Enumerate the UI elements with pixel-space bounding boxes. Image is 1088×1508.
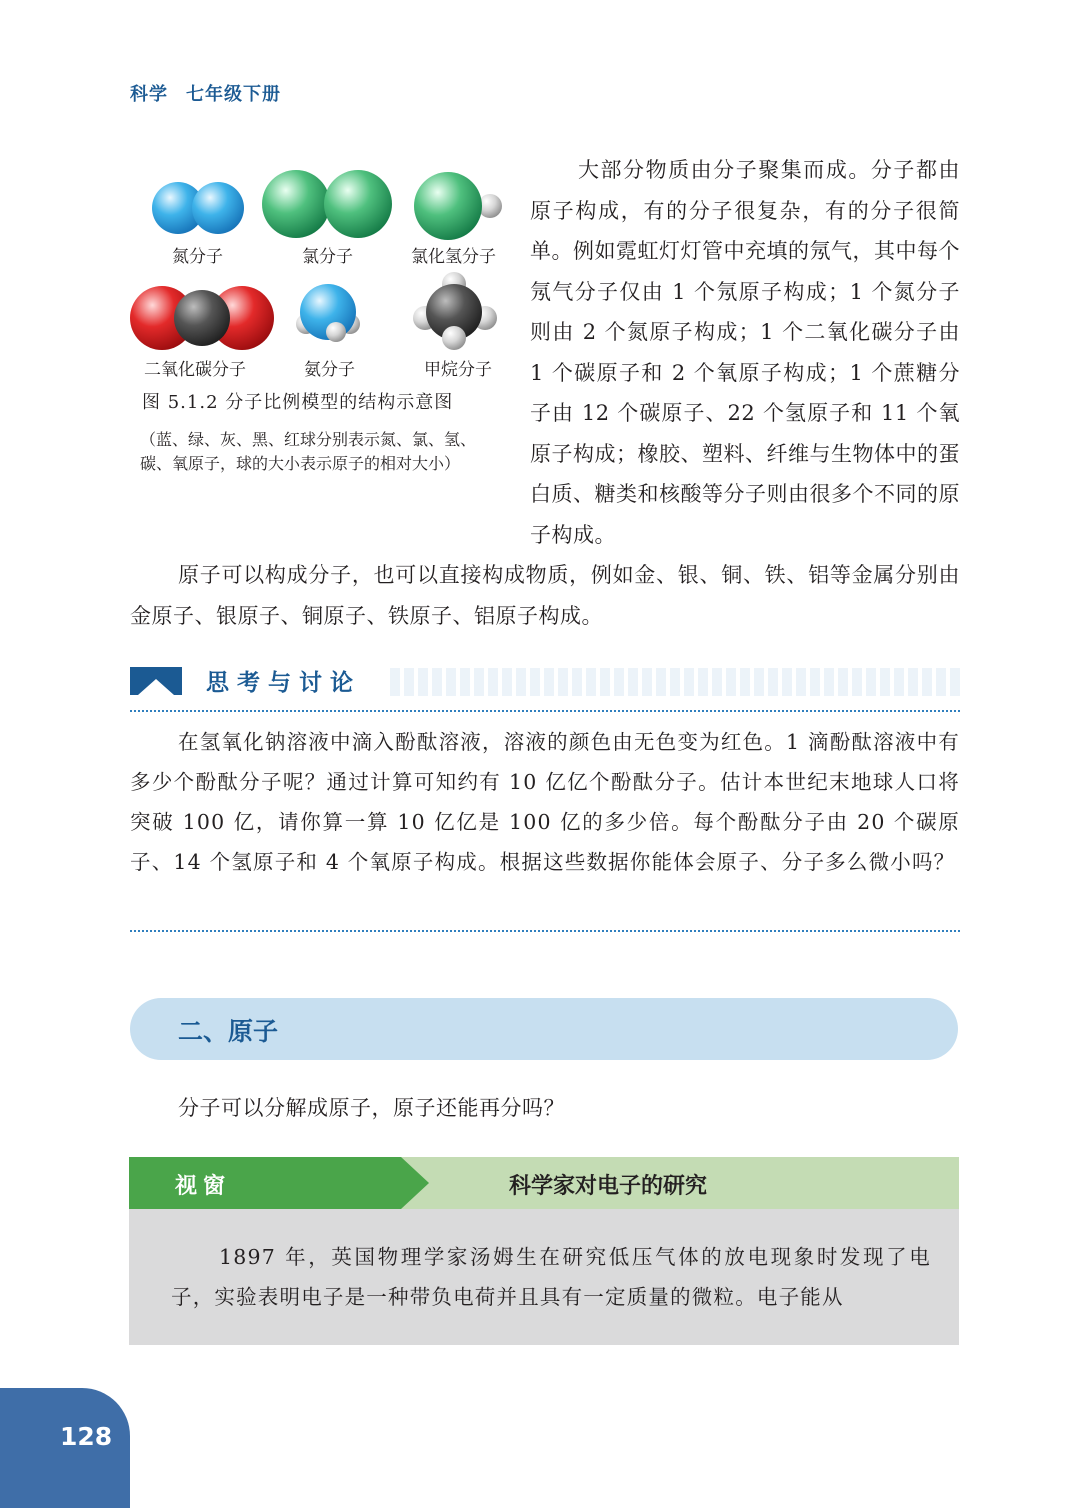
section-question: 分子可以分解成原子，原子还能再分吗？ <box>178 1096 565 1120</box>
window-tag-label: 视窗 <box>175 1174 232 1199</box>
hydrogen-chloride-label: 氯化氢分子 <box>411 247 496 267</box>
paragraph-molecules: 大部分物质由分子聚集而成。分子都由原子构成，有的分子很复杂，有的分子很简单。例如霓虹灯灯管中充填的氖气，其中每个氖气分子仅由 1 个氖原子构成；1 个氮分子则由 2 个氮原子构成；1 个二氧化碳分子由 1 个碳原子和 2 个氧原子构成；1 个蔗糖分子由 12 个碳原子、22 个氢原子和 11 个氧原子构成；橡胶、塑料、纤维与生物体中的蛋白质、糖类和核酸等分子则由很多个不同的原子构成。 <box>530 158 960 547</box>
window-header <box>129 1157 959 1209</box>
running-head <box>130 80 281 106</box>
methane-label: 甲烷分子 <box>424 360 492 380</box>
carbon-dioxide-molecule-model <box>130 286 274 350</box>
section-banner <box>130 998 958 1060</box>
atom-paragraph <box>130 555 960 636</box>
discussion-icon <box>130 667 182 695</box>
section-title: 二、原子 <box>178 1017 279 1046</box>
hydrogen-chloride-molecule-model <box>414 172 502 240</box>
methane-molecule-model <box>413 272 497 350</box>
nitrogen-molecule-model <box>152 182 244 234</box>
chlorine-molecule-model <box>262 170 392 238</box>
grade-label: 七年级下册 <box>186 84 281 105</box>
window-box <box>129 1157 959 1345</box>
ammonia-molecule-model <box>296 284 360 342</box>
nitrogen-label: 氮分子 <box>172 247 223 267</box>
discussion-top-divider <box>130 710 960 712</box>
chlorine-label: 氯分子 <box>302 247 353 267</box>
discussion-text: 在氢氧化钠溶液中滴入酚酞溶液，溶液的颜色由无色变为红色。1 滴酚酞溶液中有多少个酚酞分子呢？通过计算可知约有 10 亿亿个酚酞分子。估计本世纪末地球人口将突破 100 亿，请你算一算 10 亿亿是 100 亿的多少倍。每个酚酞分子由 20 个碳原子、14 个氢原子和 4 个氧原子构成。根据这些数据你能体会原子、分子多么微小吗？ <box>130 730 960 874</box>
discussion-title: 思考与讨论 <box>206 670 361 696</box>
window-title: 科学家对电子的研究 <box>509 1174 708 1199</box>
window-tag-shape <box>129 1157 429 1209</box>
discussion-header <box>130 660 960 700</box>
subject-label: 科学 <box>130 84 168 105</box>
paragraph-atoms: 原子可以构成分子，也可以直接构成物质，例如金、银、铜、铁、铝等金属分别由金原子、银原子、铜原子、铁原子、铝原子构成。 <box>130 563 960 628</box>
discussion-body <box>130 722 960 882</box>
window-body <box>171 1237 931 1317</box>
window-text: 1897 年，英国物理学家汤姆生在研究低压气体的放电现象时发现了电子，实验表明电子是一种带负电荷并且具有一定质量的微粒。电子能从 <box>171 1245 931 1309</box>
discussion-bottom-divider <box>130 930 960 932</box>
figure-caption: 图 5.1.2 分子比例模型的结构示意图 <box>142 392 454 413</box>
figure-note: （蓝、绿、灰、黑、红球分别表示氮、氯、氢、碳、氧原子，球的大小表示原子的相对大小） <box>140 430 477 473</box>
carbon-dioxide-label: 二氧化碳分子 <box>144 360 246 380</box>
molecule-models <box>128 160 508 380</box>
discussion-stripe-decoration <box>390 668 960 696</box>
molecule-figure <box>128 160 508 490</box>
page-number: 128 <box>60 1422 113 1451</box>
ammonia-label: 氨分子 <box>304 360 355 380</box>
molecule-paragraph <box>530 150 960 555</box>
